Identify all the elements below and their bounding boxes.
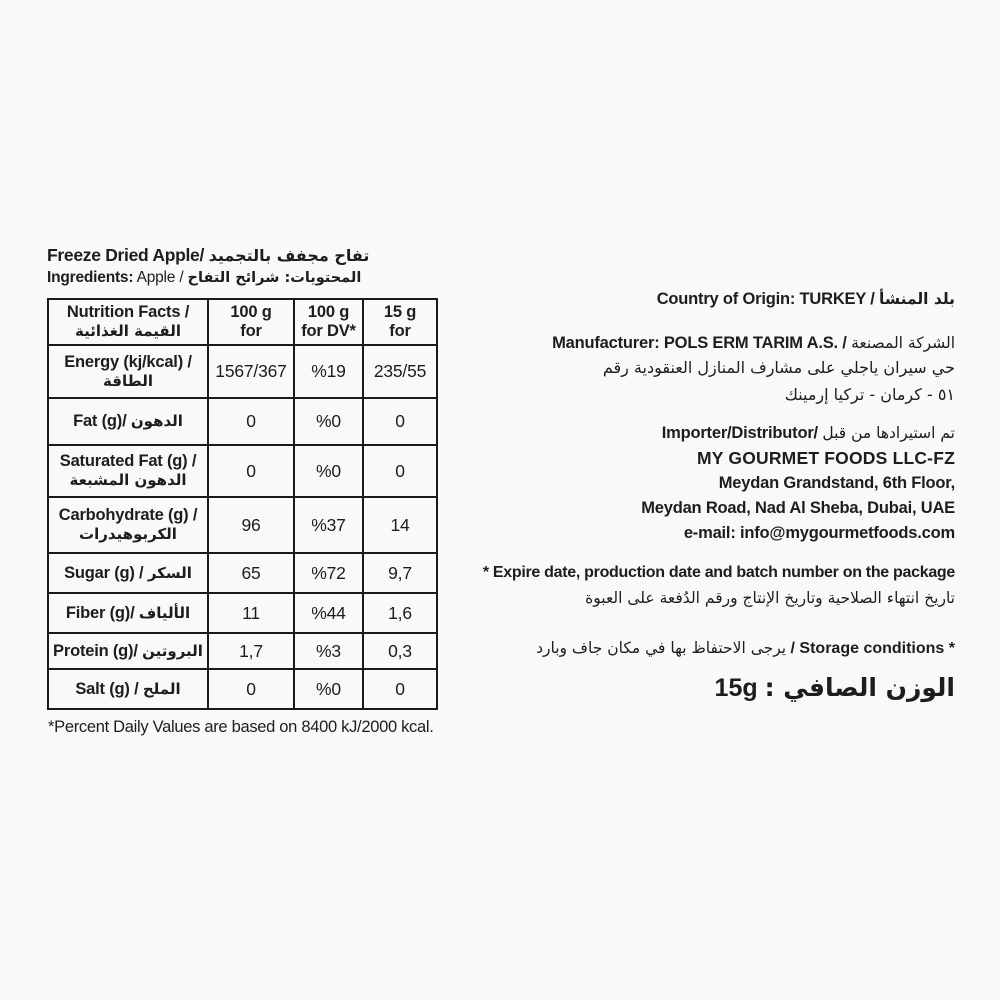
expire-note-en: * Expire date, production date and batch number on the package [482,564,955,581]
manufacturer-en: Manufacturer: POLS ERM TARIM A.S. / [552,334,847,352]
ingredients-label: Ingredients: [47,269,134,286]
manufacturer-ar: الشركة المصنعة [851,334,955,352]
energy-per-100g: 1567/367 [208,345,294,398]
header-100g: 100 g [230,303,272,321]
ingredients-value: Apple / [136,269,184,286]
protein-dv: %3 [294,633,363,669]
ingredients-ar: المحتويات: شرائح التفاح [187,270,362,286]
importer-address-line1: Meydan Grandstand, 6th Floor, [718,474,955,492]
sugar-label [48,553,208,593]
fat-per-15g: 0 [363,398,437,445]
header-facts-ar: القيمة الغذائية [75,322,181,340]
label-right-block [440,289,955,704]
satfat-dv: %0 [294,445,363,497]
energy-label-ar: الطاقة [103,371,153,390]
carb-per-100g: 96 [208,497,294,553]
nutrition-row-energy [48,345,437,398]
manufacturer-line [440,333,955,354]
salt-label-ar: الملح [142,679,181,698]
storage-conditions-line [440,635,955,662]
carb-label-en: Carbohydrate (g) / [58,506,198,524]
header-15g: 15 g [383,303,417,321]
sugar-label-en: Sugar (g) / [64,563,144,582]
salt-label [48,669,208,709]
nutrition-row-protein [48,633,437,669]
fat-dv: %0 [294,398,363,445]
fiber-label [48,593,208,633]
nutrition-row-fiber [48,593,437,633]
fiber-label-en: Fiber (g)/ [65,603,135,622]
protein-per-15g: 0,3 [363,633,437,669]
header-100g-for: for [240,322,262,340]
manufacturer-address-ar-line1: حي سيران ياجلي على مشارف المنازل العنقودية رقم [602,358,955,377]
satfat-per-15g: 0 [363,445,437,497]
product-title-ar: تفاح مجفف بالتجميد [208,246,370,265]
manufacturer-block [440,333,955,408]
importer-address-line2: Meydan Road, Nad Al Sheba, Dubai, UAE [641,499,955,517]
country-of-origin-line [440,289,955,310]
header-cell-nutrition-facts [48,299,208,345]
protein-label [48,633,208,669]
salt-label-en: Salt (g) / [75,679,139,698]
satfat-label-en: Saturated Fat (g) / [59,452,197,470]
sugar-label-ar: السكر [147,563,192,582]
protein-label-en: Protein (g)/ [53,641,138,660]
fat-label-ar: الدهون [130,412,183,430]
fiber-label-ar: الألياف [138,603,191,622]
carb-per-15g: 14 [363,497,437,553]
salt-dv: %0 [294,669,363,709]
salt-per-15g: 0 [363,669,437,709]
fiber-per-100g: 11 [208,593,294,633]
header-dv-100g: 100 g [307,303,350,321]
satfat-label-ar: الدهون المشبعة [69,471,187,489]
energy-per-15g: 235/55 [363,345,437,398]
nutrition-table-header-row [48,299,437,345]
salt-per-100g: 0 [208,669,294,709]
header-15g-for: for [389,322,411,340]
storage-conditions-ar: يرجى الاحتفاظ بها في مكان جاف وبارد [536,639,787,657]
label-left-block [47,244,439,737]
manufacturer-address-ar-line2: ٥١ - كرمان - تركيا إرمينك [784,385,955,404]
fat-label-en: Fat (g)/ [73,412,127,430]
importer-email: e-mail: info@mygourmetfoods.com [683,524,955,542]
sugar-per-100g: 65 [208,553,294,593]
nutrition-row-sugar [48,553,437,593]
fiber-per-15g: 1,6 [363,593,437,633]
fat-label [48,398,208,445]
importer-block [440,421,955,546]
energy-label [48,345,208,398]
nutrition-row-salt [48,669,437,709]
product-title-en: Freeze Dried Apple/ [47,245,205,265]
importer-en: Importer/Distributor/ [661,424,818,442]
country-of-origin-ar: بلد المنشأ [879,290,955,308]
expire-note-ar: تاريخ انتهاء الصلاحية وتاريخ الإنتاج ورقم الدُفعة على العبوة [585,589,955,607]
country-of-origin-en: Country of Origin: TURKEY / [656,290,875,308]
satfat-per-100g: 0 [208,445,294,497]
sugar-per-15g: 9,7 [363,553,437,593]
fiber-dv: %44 [294,593,363,633]
header-cell-per-100g [208,299,294,345]
importer-ar: تم استيرادها من قبل [822,424,955,442]
carb-label [48,497,208,553]
net-weight-line [440,672,955,704]
carb-label-ar: الكربوهيدرات [79,525,177,543]
nutrition-row-saturated-fat [48,445,437,497]
header-facts-en: Nutrition Facts / [66,303,190,321]
nutrition-row-fat [48,398,437,445]
header-cell-dv [294,299,363,345]
ingredients-line [47,267,439,289]
header-dv-for: for DV* [301,322,356,340]
carb-dv: %37 [294,497,363,553]
expire-note-block [440,561,955,612]
satfat-label [48,445,208,497]
daily-values-footnote: *Percent Daily Values are based on 8400 kJ/2000 kcal. [48,718,434,736]
importer-line [440,421,955,446]
storage-conditions-en: * Storage conditions / [790,640,955,657]
nutrition-row-carbohydrate [48,497,437,553]
importer-name: MY GOURMET FOODS LLC-FZ [696,448,955,468]
protein-label-ar: البروتين [142,641,203,660]
energy-label-en: Energy (kj/kcal) / [64,352,192,371]
header-cell-per-15g [363,299,437,345]
product-title [47,244,439,267]
net-weight-value: 15g [714,674,758,702]
protein-per-100g: 1,7 [208,633,294,669]
nutrition-table [47,298,438,710]
net-weight-label-ar: الوزن الصافي : [764,673,955,702]
energy-dv: %19 [294,345,363,398]
sugar-dv: %72 [294,553,363,593]
fat-per-100g: 0 [208,398,294,445]
